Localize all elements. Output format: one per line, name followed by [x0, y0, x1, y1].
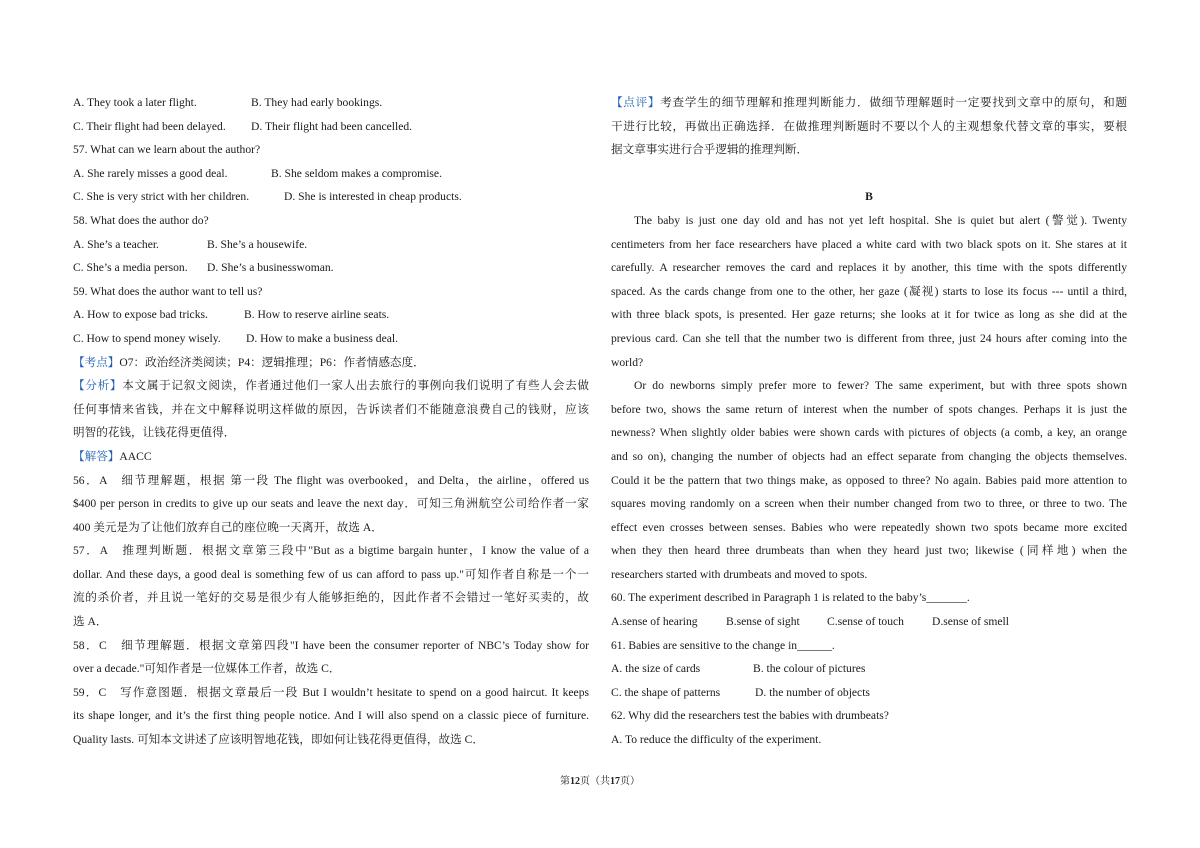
- q58-options-row1: [73, 233, 589, 257]
- kaodian-tag: 【考点】: [73, 355, 120, 369]
- p2-line-2: before two, shows the same return of interest when the number of spots changes. Perhaps it is just the: [611, 402, 1127, 416]
- dianping-text-1: 考查学生的细节理解和推理判断能力．做细节理解题时一定要找到文章中的原句，和题: [660, 96, 1127, 109]
- dianping-tag: 【点评】: [611, 96, 661, 109]
- q56-options-row2: [73, 115, 589, 139]
- left-column: [73, 91, 589, 752]
- p1-line-3: carefully. A researcher removes the card and replaces it by another, this time with the spots differently: [611, 261, 1127, 275]
- q56-option-b: B. They had early bookings.: [251, 96, 383, 109]
- q59-option-a: A. How to expose bad tricks.: [73, 308, 208, 322]
- fenxi-line-3: 明智的花钱，让钱花得更值得．: [73, 426, 236, 440]
- q60-option-a: A.sense of hearing: [611, 615, 698, 629]
- a59-line-2: its shape longer, and it’s the first thing people notice. And I will also spend on a classic piece of furniture.: [73, 709, 589, 723]
- footer-total-pages: 17: [610, 776, 620, 787]
- q58-option-d: D. She’s a businesswoman.: [207, 261, 334, 275]
- p2-line-3: newness? When slightly older babies were shown cards with pictures of objects (a comb, a key, an orange: [611, 426, 1127, 440]
- a56-line-3: 400 美元是为了让他们放弃自己的座位晚一天离开，故选 A．: [73, 520, 383, 534]
- q60-options: [611, 610, 1127, 634]
- q57-option-c: C. She is very strict with her children.: [73, 190, 250, 204]
- q57-stem: 57. What can we learn about the author?: [73, 143, 261, 157]
- q61-stem: 61. Babies are sensitive to the change in______.: [611, 638, 835, 652]
- p1-line-7: world?: [611, 355, 644, 369]
- jieda-text: AACC: [119, 449, 152, 463]
- footer-post: 页）: [620, 776, 640, 787]
- p1-line-2: centimeters from her face researchers have placed a white card with two black spots on it. She stares at it: [611, 237, 1127, 251]
- q59-option-d: D. How to make a business deal.: [246, 331, 398, 345]
- footer-mid: 页（共: [580, 776, 610, 787]
- q60-option-c: C.sense of touch: [827, 615, 904, 629]
- q61-option-c: C. the shape of patterns: [611, 685, 721, 699]
- fenxi-tag: 【分析】: [73, 379, 123, 393]
- q57-options-row1: [73, 162, 589, 186]
- dianping-line-3: 据文章事实进行合乎逻辑的推理判断．: [611, 143, 809, 157]
- q57-options-row2: [73, 185, 589, 209]
- dianping-line-1: [611, 91, 1127, 115]
- q57-option-d: D. She is interested in cheap products.: [284, 190, 462, 204]
- q59-option-b: B. How to reserve airline seats.: [244, 308, 390, 322]
- section-heading: B: [865, 190, 873, 204]
- q59-stem: 59. What does the author want to tell us?: [73, 284, 263, 298]
- q61-options-row1: [611, 657, 1127, 681]
- q61-option-d: D. the number of objects: [755, 685, 870, 699]
- a59-line-1: 59．C 写作意图题．根据文章最后一段 But I wouldn’t hesitate to spend on a good haircut. It keeps: [73, 685, 589, 699]
- q60-stem: 60. The experiment described in Paragraph 1 is related to the baby’s_______.: [611, 591, 970, 605]
- q59-options-row2: [73, 327, 589, 351]
- fenxi-line-2: 任何事情来省钱，并在文中解释说明这样做的原因，告诉读者们不能随意浪费自己的钱财，应该: [73, 402, 589, 416]
- dianping-line-2: 干进行比较，再做出正确选择．在做推理判断题时不要以个人的主观想象代替文章的事实，要根: [611, 119, 1127, 133]
- q61-options-row2: [611, 681, 1127, 705]
- q60-option-b: B.sense of sight: [726, 615, 800, 629]
- jieda-tag: 【解答】: [73, 449, 120, 463]
- q58-option-a: A. She’s a teacher.: [73, 237, 159, 251]
- q57-option-b: B. She seldom makes a compromise.: [271, 166, 442, 180]
- a58-line-1: 58．C 细节理解题．根据文章第四段"I have been the consumer reporter of NBC’s Today show for: [73, 638, 589, 652]
- q62-option-a: A. To reduce the difficulty of the experiment.: [611, 733, 822, 747]
- jieda-row: [73, 445, 589, 469]
- p1-line-5: with three black spots, is presented. Her gaze returns; she looks at it for twice as long as she did at the: [611, 308, 1127, 322]
- p1-line-4: spaced. As the cards change from one to the other, her gaze (凝视) starts to lose its focus --- until a third,: [611, 284, 1127, 298]
- a57-line-1: 57．A 推理判断题．根据文章第三段中"But as a bigtime bargain hunter，I know the value of a: [73, 544, 589, 558]
- kaodian-row: [73, 351, 589, 375]
- footer-pre: 第: [560, 776, 570, 787]
- q61-option-a: A. the size of cards: [611, 662, 701, 676]
- p2-line-5: Could it be the pattern that two things make, as opposed to three? No again. Babies paid more attention to: [611, 473, 1127, 487]
- a56-line-2: $400 per person in credits to give up our seats and leave the next day．可知三角洲航空公司给作者一家: [73, 497, 589, 511]
- a57-line-3: 流的杀价者，并且说一笔好的交易是很少有人能够拒绝的，因此作者不会错过一笔好买卖的，故: [73, 591, 589, 605]
- q61-option-b: B. the colour of pictures: [753, 662, 866, 676]
- a56-line-1: 56．A 细节理解题，根据 第一段 The flight was overbooked，and Delta，the airline，offered us: [73, 473, 589, 487]
- a58-line-2: over a decade."可知作者是一位媒体工作者，故选 C．: [73, 662, 341, 676]
- footer-page-number: 12: [570, 776, 580, 787]
- q56-option-d: D. Their flight had been cancelled.: [251, 119, 413, 133]
- q58-stem: 58. What does the author do?: [73, 213, 209, 227]
- p2-line-8: when they then heard three drumbeats than when they heard just two; likewise (同样地) when the: [611, 544, 1127, 558]
- q58-option-b: B. She’s a housewife.: [207, 237, 308, 251]
- q58-option-c: C. She’s a media person.: [73, 261, 188, 275]
- p1-line-1: The baby is just one day old and has not yet left hospital. She is quiet but alert (警觉). Twenty: [634, 213, 1127, 227]
- kaodian-text: O7：政治经济类阅读；P4：逻辑推理；P6：作者情感态度．: [119, 355, 425, 369]
- q62-stem: 62. Why did the researchers test the babies with drumbeats?: [611, 709, 889, 723]
- q56-option-a: A. They took a later flight.: [73, 96, 197, 109]
- a59-line-3: Quality lasts. 可知本文讲述了应该明智地花钱，即如何让钱花得更值得，故选 C．: [73, 733, 484, 747]
- q59-options-row1: [73, 303, 589, 327]
- q56-options-row1: [73, 91, 589, 115]
- q60-option-d: D.sense of smell: [932, 615, 1009, 629]
- q59-option-c: C. How to spend money wisely.: [73, 331, 221, 345]
- p2-line-6: squares moving randomly on a screen when their number changed from two to three, or three to two. The: [611, 497, 1127, 511]
- fenxi-text-1: 本文属于记叙文阅读，作者通过他们一家人出去旅行的事例向我们说明了有些人会去做: [122, 379, 589, 393]
- right-column: [611, 91, 1127, 752]
- a57-line-4: 选 A．: [73, 615, 108, 629]
- p2-line-4: and so on), changing the number of objects had an effect separate from changing the objects themselves.: [611, 449, 1127, 463]
- spacer: [611, 162, 1127, 186]
- p2-line-9: researchers started with drumbeats and moved to spots.: [611, 567, 868, 581]
- fenxi-line-1: [73, 374, 589, 398]
- p1-line-6: previous card. Can she tell that the number two is different from three, just 24 hours after coming into the: [611, 331, 1127, 345]
- q58-options-row2: [73, 256, 589, 280]
- q56-option-c: C. Their flight had been delayed.: [73, 119, 226, 133]
- p2-line-7: effect even crosses between senses. Babies who were repeatedly shown two spots became more excited: [611, 520, 1127, 534]
- p2-line-1: Or do newborns simply prefer more to fewer? The same experiment, but with three spots shown: [634, 379, 1127, 393]
- q57-option-a: A. She rarely misses a good deal.: [73, 166, 228, 180]
- a57-line-2: dollar. And these days, a good deal is something few of us can afford to pass up."可知作者自称是一个一: [73, 567, 589, 581]
- page-footer: [0, 772, 1200, 787]
